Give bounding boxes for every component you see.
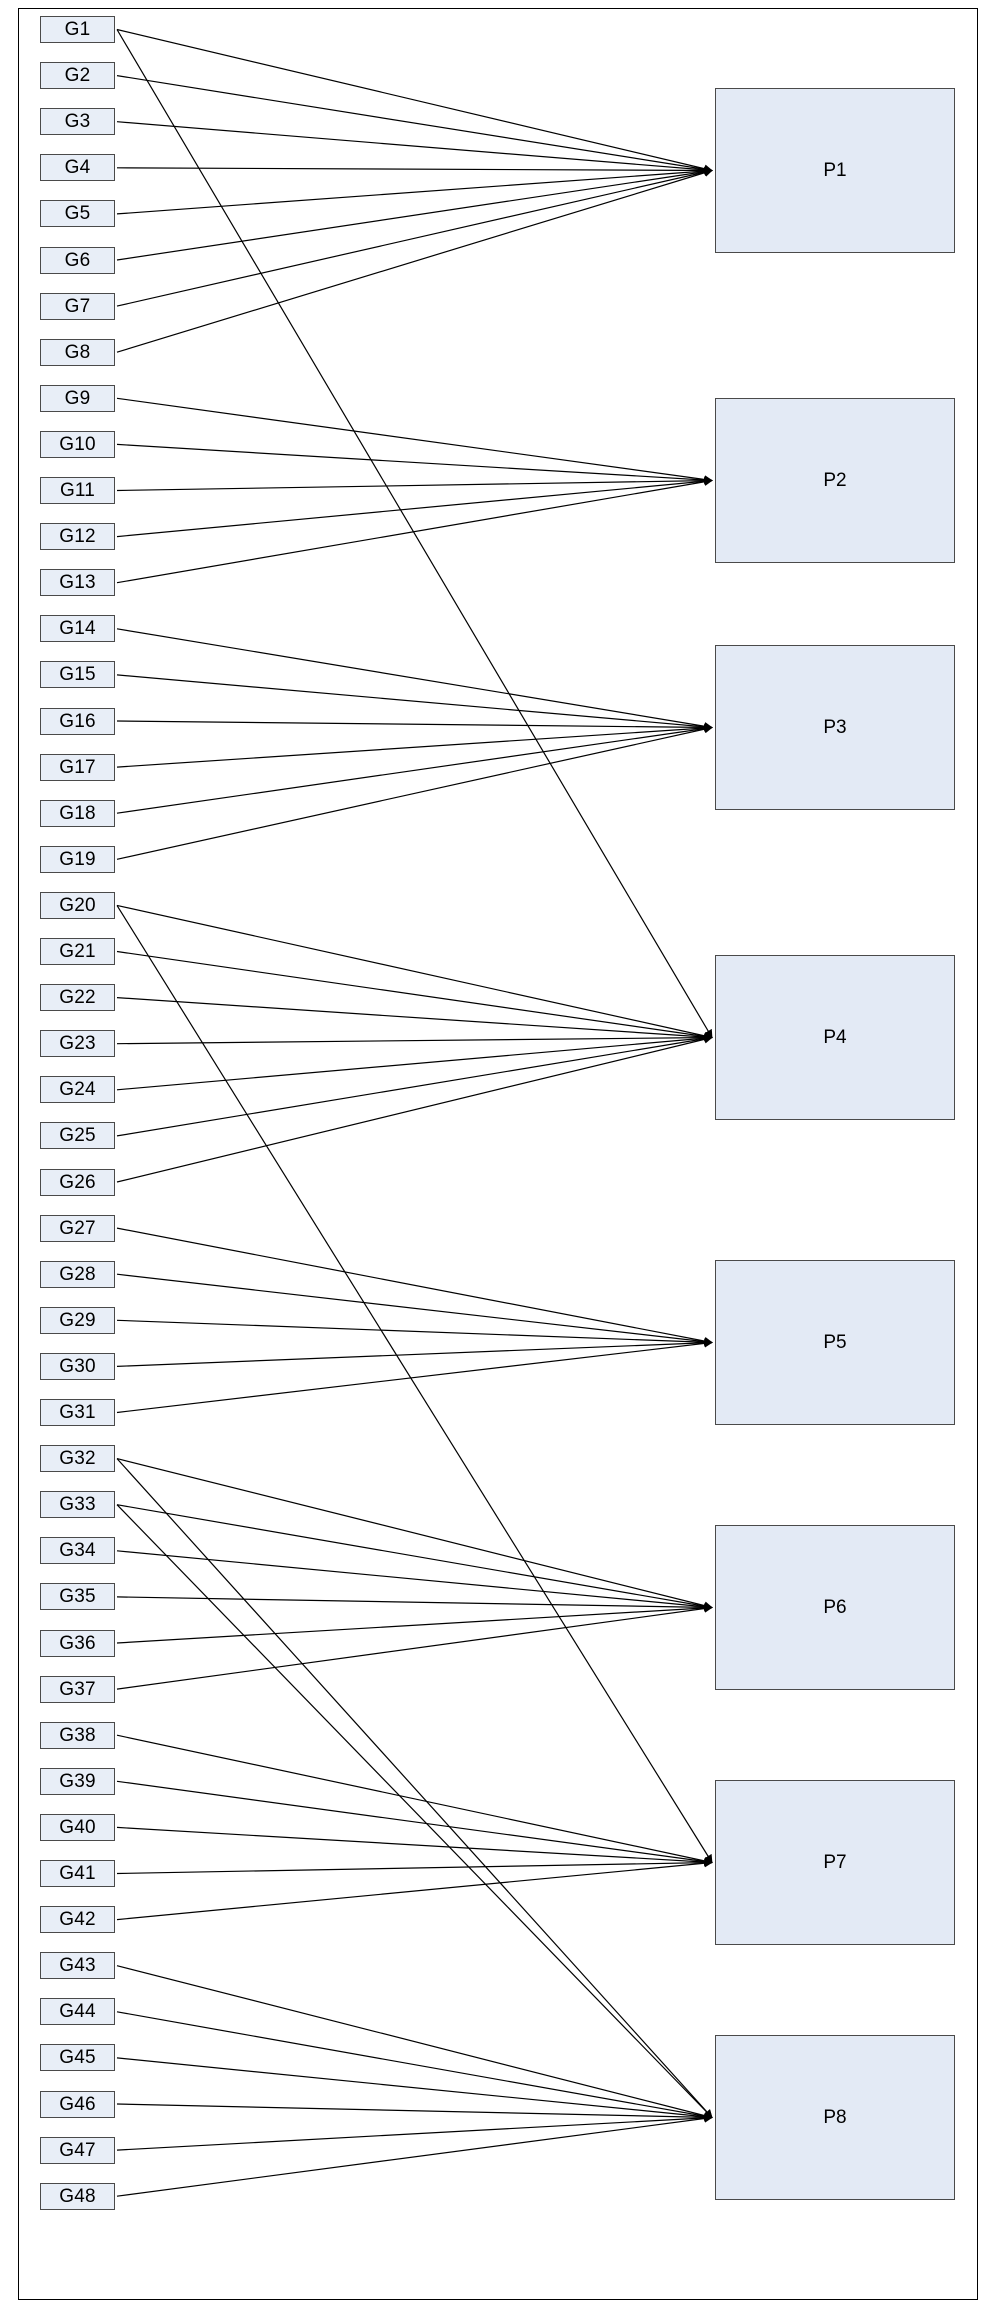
- gene-node[interactable]: G43: [40, 1952, 115, 1979]
- gene-node[interactable]: G34: [40, 1537, 115, 1564]
- gene-node[interactable]: G4: [40, 154, 115, 181]
- pathway-node[interactable]: P4: [715, 955, 955, 1120]
- gene-node[interactable]: G21: [40, 938, 115, 965]
- gene-node[interactable]: G39: [40, 1768, 115, 1795]
- gene-node[interactable]: G36: [40, 1630, 115, 1657]
- gene-node[interactable]: G32: [40, 1445, 115, 1472]
- gene-node[interactable]: G18: [40, 800, 115, 827]
- gene-node[interactable]: G7: [40, 293, 115, 320]
- gene-node[interactable]: G23: [40, 1030, 115, 1057]
- gene-node[interactable]: G44: [40, 1998, 115, 2025]
- gene-node[interactable]: G28: [40, 1261, 115, 1288]
- diagram-frame: [18, 8, 978, 2300]
- gene-node[interactable]: G47: [40, 2137, 115, 2164]
- gene-node[interactable]: G2: [40, 62, 115, 89]
- gene-node[interactable]: G3: [40, 108, 115, 135]
- gene-node[interactable]: G9: [40, 385, 115, 412]
- gene-node[interactable]: G11: [40, 477, 115, 504]
- gene-node[interactable]: G45: [40, 2044, 115, 2071]
- gene-node[interactable]: G37: [40, 1676, 115, 1703]
- gene-node[interactable]: G17: [40, 754, 115, 781]
- gene-node[interactable]: G15: [40, 661, 115, 688]
- gene-node[interactable]: G26: [40, 1169, 115, 1196]
- gene-node[interactable]: G38: [40, 1722, 115, 1749]
- gene-node[interactable]: G41: [40, 1860, 115, 1887]
- pathway-node[interactable]: P7: [715, 1780, 955, 1945]
- gene-node[interactable]: G1: [40, 16, 115, 43]
- pathway-node[interactable]: P5: [715, 1260, 955, 1425]
- gene-node[interactable]: G42: [40, 1906, 115, 1933]
- gene-node[interactable]: G33: [40, 1491, 115, 1518]
- gene-node[interactable]: G14: [40, 615, 115, 642]
- gene-node[interactable]: G35: [40, 1583, 115, 1610]
- gene-node[interactable]: G29: [40, 1307, 115, 1334]
- pathway-node[interactable]: P2: [715, 398, 955, 563]
- gene-node[interactable]: G12: [40, 523, 115, 550]
- gene-node[interactable]: G30: [40, 1353, 115, 1380]
- pathway-node[interactable]: P1: [715, 88, 955, 253]
- gene-node[interactable]: G24: [40, 1076, 115, 1103]
- gene-node[interactable]: G16: [40, 708, 115, 735]
- gene-node[interactable]: G46: [40, 2091, 115, 2118]
- gene-node[interactable]: G25: [40, 1122, 115, 1149]
- gene-node[interactable]: G22: [40, 984, 115, 1011]
- gene-node[interactable]: G20: [40, 892, 115, 919]
- gene-node[interactable]: G6: [40, 247, 115, 274]
- pathway-node[interactable]: P8: [715, 2035, 955, 2200]
- pathway-node[interactable]: P3: [715, 645, 955, 810]
- gene-node[interactable]: G19: [40, 846, 115, 873]
- gene-node[interactable]: G13: [40, 569, 115, 596]
- pathway-node[interactable]: P6: [715, 1525, 955, 1690]
- gene-node[interactable]: G31: [40, 1399, 115, 1426]
- gene-node[interactable]: G40: [40, 1814, 115, 1841]
- gene-node[interactable]: G8: [40, 339, 115, 366]
- gene-node[interactable]: G10: [40, 431, 115, 458]
- gene-node[interactable]: G5: [40, 200, 115, 227]
- gene-node[interactable]: G27: [40, 1215, 115, 1242]
- gene-node[interactable]: G48: [40, 2183, 115, 2210]
